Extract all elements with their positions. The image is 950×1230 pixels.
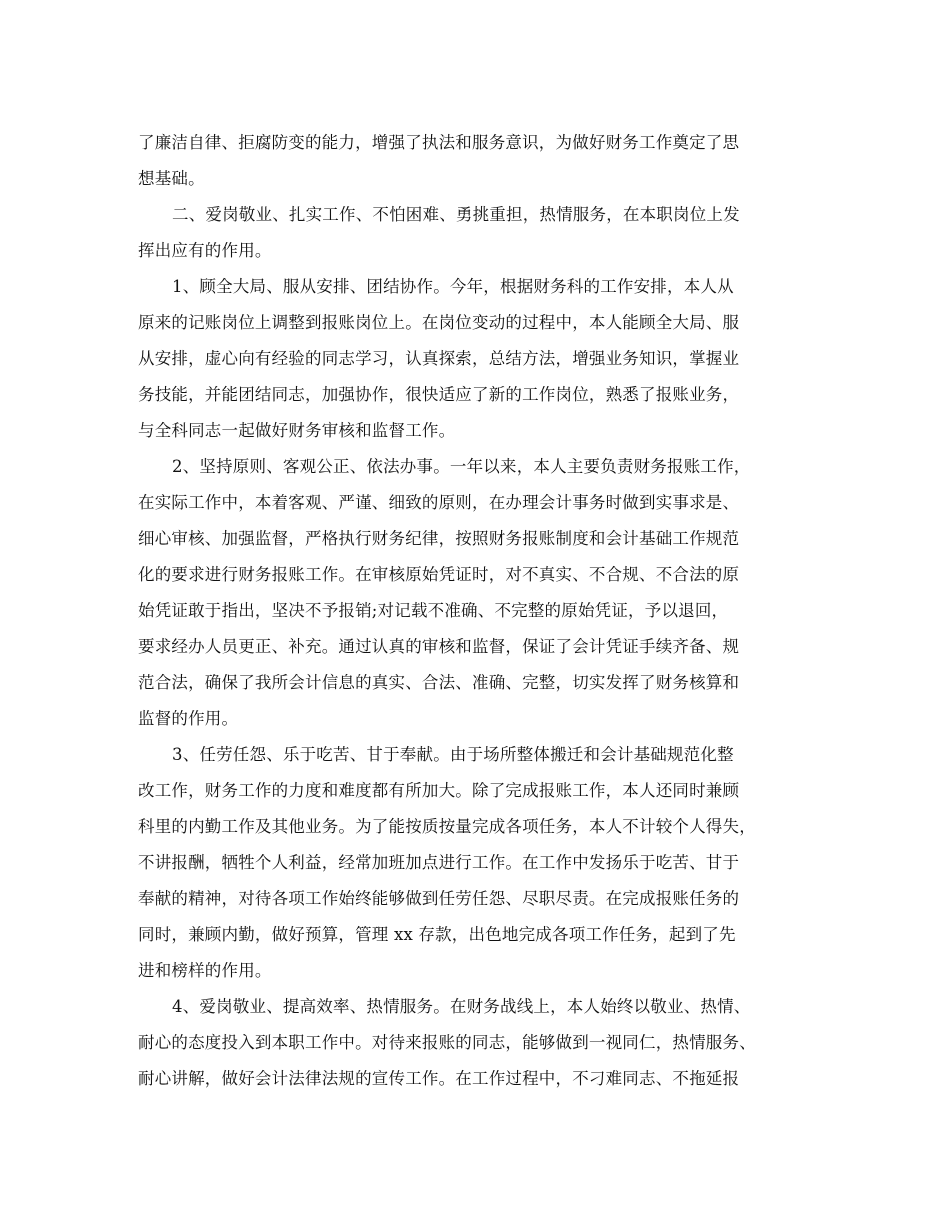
text-line: 原来的记账岗位上调整到报账岗位上。在岗位变动的过程中，本人能顾全大局、服: [138, 313, 740, 332]
text-line: 细心审核、加强监督，严格执行财务纪律，按照财务报账制度和会计基础工作规范: [138, 529, 740, 548]
text-line: 改工作，财务工作的力度和难度都有所加大。除了完成报账工作，本人还同时兼顾: [138, 781, 740, 800]
text-line: 科里的内勤工作及其他业务。为了能按质按量完成各项任务，本人不计较个人得失，: [138, 817, 756, 836]
text-line: 挥出应有的作用。: [138, 241, 272, 260]
text-line: 范合法，确保了我所会计信息的真实、合法、准确、完整，切实发挥了财务核算和: [138, 673, 740, 692]
text-line: 化的要求进行财务报账工作。在审核原始凭证时，对不真实、不合规、不合法的原: [138, 565, 740, 584]
text-line: 1、顾全大局、服从安排、团结协作。今年，根据财务科的工作安排，本人从: [172, 277, 734, 296]
text-line: 同时，兼顾内勤，做好预算，管理 xx 存款，出色地完成各项工作任务，起到了先: [138, 925, 736, 944]
document-body: [138, 125, 818, 1097]
text-line: 奉献的精神，对待各项工作始终能够做到任劳任怨、尽职尽责。在完成报账任务的: [138, 889, 740, 908]
text-line: 务技能，并能团结同志，加强协作，很快适应了新的工作岗位，熟悉了报账业务，: [138, 385, 740, 404]
text-line: 不讲报酬，牺牲个人利益，经常加班加点进行工作。在工作中发扬乐于吃苦、甘于: [138, 853, 740, 872]
text-line: 4、爱岗敬业、提高效率、热情服务。在财务战线上，本人始终以敬业、热情、: [172, 997, 751, 1016]
text-line: 与全科同志一起做好财务审核和监督工作。: [138, 421, 456, 440]
text-line: 想基础。: [138, 169, 205, 188]
text-line: 在实际工作中，本着客观、严谨、细致的原则，在办理会计事务时做到实事求是、: [138, 493, 740, 512]
text-line: 二、爱岗敬业、扎实工作、不怕困难、勇挑重担，热情服务，在本职岗位上发: [172, 205, 740, 224]
text-line: 进和榜样的作用。: [138, 961, 272, 980]
text-line: 要求经办人员更正、补充。通过认真的审核和监督，保证了会计凭证手续齐备、规: [138, 637, 740, 656]
text-line: 了廉洁自律、拒腐防变的能力，增强了执法和服务意识，为做好财务工作奠定了思: [138, 133, 740, 152]
text-line: 耐心的态度投入到本职工作中。对待来报账的同志，能够做到一视同仁，热情服务、: [138, 1033, 756, 1052]
text-line: 监督的作用。: [138, 709, 239, 728]
text-line: 耐心讲解，做好会计法律法规的宣传工作。在工作过程中，不刁难同志、不拖延报: [138, 1069, 740, 1088]
text-line: 2、坚持原则、客观公正、依法办事。一年以来，本人主要负责财务报账工作，: [172, 457, 751, 476]
text-line: 从安排，虚心向有经验的同志学习，认真探索，总结方法，增强业务知识，掌握业: [138, 349, 740, 368]
text-line: 始凭证敢于指出，坚决不予报销;对记载不准确、不完整的原始凭证，予以退回，: [138, 601, 729, 620]
text-line: 3、任劳任怨、乐于吃苦、甘于奉献。由于场所整体搬迁和会计基础规范化整: [172, 745, 734, 764]
